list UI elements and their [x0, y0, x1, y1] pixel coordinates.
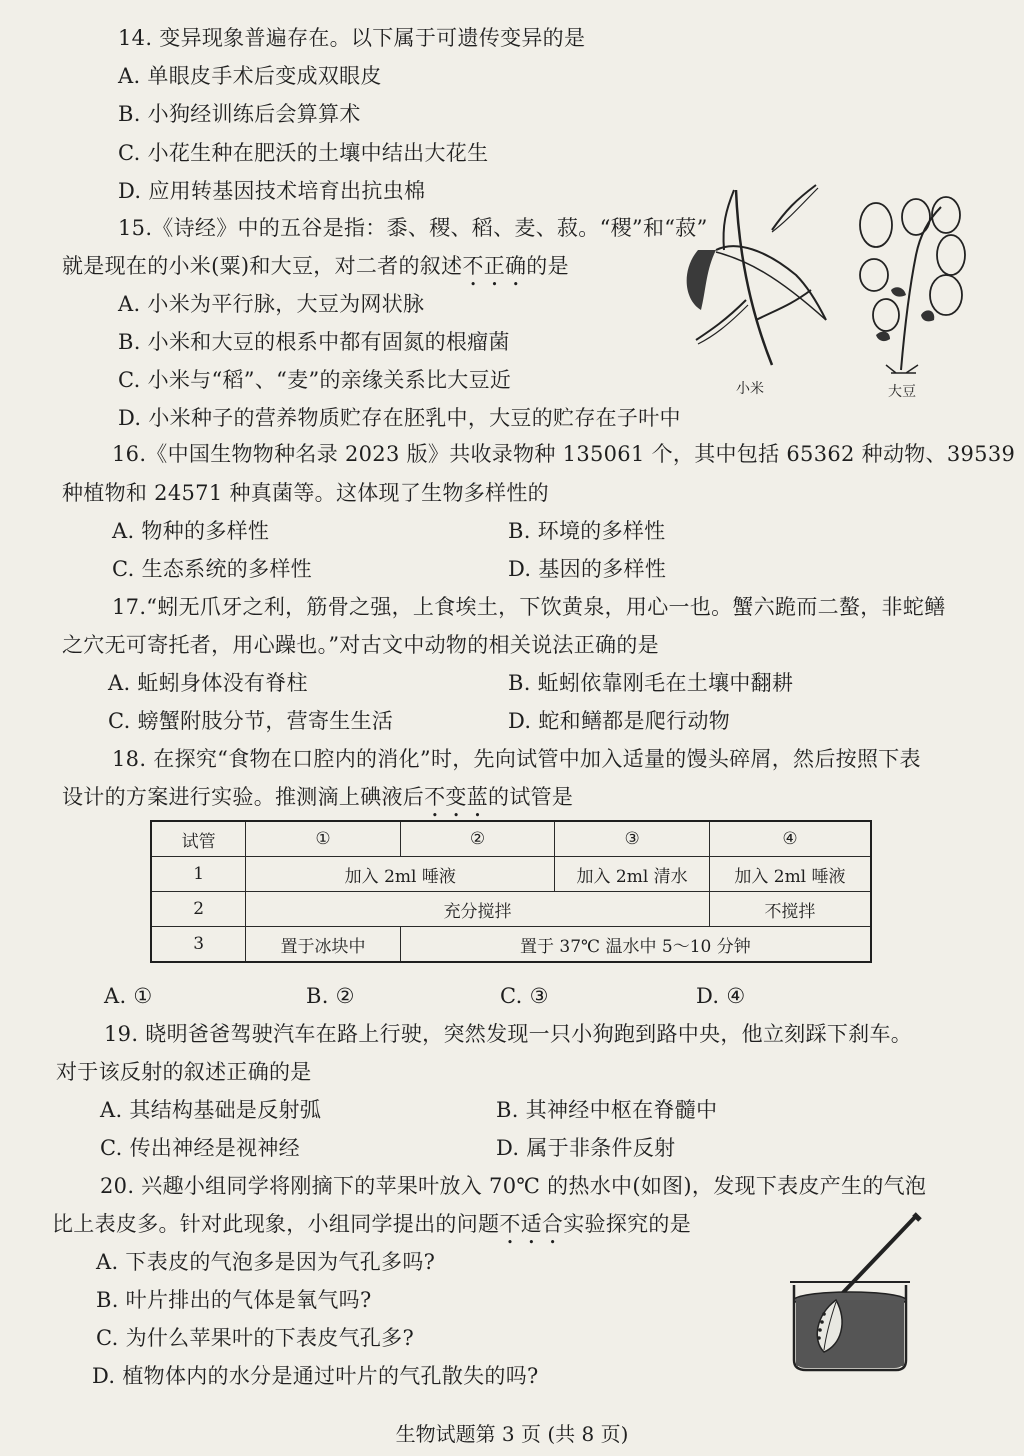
- question-18-stem-post: 的试管是: [488, 785, 574, 809]
- table-cell: 置于 37℃ 温水中 5～10 分钟: [400, 927, 871, 963]
- question-15-option-a: A. 小米为平行脉，大豆为网状脉: [118, 292, 425, 316]
- question-18-option-d: D. ④: [696, 984, 746, 1008]
- question-16-option-d: D. 基因的多样性: [508, 557, 667, 581]
- millet-label: 小米: [736, 381, 764, 397]
- question-15-stem-post: 的是: [526, 254, 569, 278]
- question-19-stem-line2: 对于该反射的叙述正确的是: [56, 1060, 312, 1084]
- question-14-option-d: D. 应用转基因技术培育出抗虫棉: [118, 179, 426, 203]
- question-15-option-c: C. 小米与“稻”、“麦”的亲缘关系比大豆近: [118, 368, 512, 392]
- question-18-option-b: B. ②: [306, 984, 355, 1008]
- table-header-row: [151, 821, 871, 857]
- page-footer: 生物试题第 3 页 (共 8 页): [395, 1422, 629, 1446]
- experiment-table: [150, 820, 872, 963]
- question-15-stem-emphasis: 不正确: [462, 254, 527, 278]
- question-17-option-c: C. 螃蟹附肢分节，营寄生生活: [108, 709, 394, 733]
- question-20-option-a: A. 下表皮的气泡多是因为气孔多吗?: [96, 1250, 436, 1274]
- question-15-stem-line2: [62, 252, 569, 291]
- question-18-option-c: C. ③: [500, 984, 549, 1008]
- table-header-1: ①: [246, 821, 401, 857]
- question-14-option-b: B. 小狗经训练后会算算术: [118, 102, 361, 126]
- table-row-label: 1: [151, 857, 246, 892]
- question-15-stem-pre: 就是现在的小米(粟)和大豆，对二者的叙述: [62, 254, 463, 278]
- table-cell: 加入 2ml 唾液: [709, 857, 871, 892]
- question-20-stem-post: 实验探究的是: [563, 1212, 692, 1236]
- question-14-stem: 14. 变异现象普遍存在。以下属于可遗传变异的是: [118, 26, 586, 50]
- soybean-illustration: [846, 195, 976, 375]
- question-15-option-b: B. 小米和大豆的根系中都有固氮的根瘤菌: [118, 330, 510, 354]
- table-header-3: ③: [555, 821, 710, 857]
- table-header-2: ②: [400, 821, 555, 857]
- question-15-option-d: D. 小米种子的营养物质贮存在胚乳中，大豆的贮存在子叶中: [118, 406, 681, 430]
- table-header-tube: 试管: [151, 821, 246, 857]
- table-row: [151, 892, 871, 927]
- question-20-stem-pre: 比上表皮多。针对此现象，小组同学提出的问题: [52, 1212, 500, 1236]
- table-cell: 充分搅拌: [246, 892, 710, 927]
- question-20-stem-line1: 20. 兴趣小组同学将刚摘下的苹果叶放入 70℃ 的热水中(如图)，发现下表皮产生的气泡: [100, 1174, 927, 1198]
- soybean-label: 大豆: [888, 384, 916, 400]
- question-16-option-a: A. 物种的多样性: [112, 519, 270, 543]
- question-16-stem-line1: 16.《中国生物物种名录 2023 版》共收录物种 135061 个，其中包括 65362 种动物、39539: [112, 442, 1016, 466]
- table-cell: 不搅拌: [709, 892, 871, 927]
- question-14-option-a: A. 单眼皮手术后变成双眼皮: [118, 64, 382, 88]
- question-17-option-d: D. 蛇和鳝都是爬行动物: [508, 709, 731, 733]
- question-18-stem-line1: 18. 在探究“食物在口腔内的消化”时，先向试管中加入适量的馒头碎屑，然后按照下表: [112, 747, 921, 771]
- question-17-option-b: B. 蚯蚓依靠刚毛在土壤中翻耕: [508, 671, 794, 695]
- table-cell: 加入 2ml 清水: [555, 857, 710, 892]
- question-18-option-a: A. ①: [104, 984, 153, 1008]
- table-header-4: ④: [709, 821, 871, 857]
- question-17-stem-line1: 17.“蚓无爪牙之利，筋骨之强，上食埃土，下饮黄泉，用心一也。蟹六跪而二螯，非蛇鳝: [112, 595, 946, 619]
- question-18-stem-line2: [62, 783, 573, 822]
- question-19-option-a: A. 其结构基础是反射弧: [100, 1098, 322, 1122]
- question-19-option-d: D. 属于非条件反射: [496, 1136, 676, 1160]
- question-17-option-a: A. 蚯蚓身体没有脊柱: [108, 671, 308, 695]
- table-cell: 加入 2ml 唾液: [246, 857, 555, 892]
- table-row-label: 3: [151, 927, 246, 963]
- question-20-option-d: D. 植物体内的水分是通过叶片的气孔散失的吗?: [92, 1364, 539, 1388]
- table-row: [151, 857, 871, 892]
- table-row-label: 2: [151, 892, 246, 927]
- question-20-stem-line2: [52, 1210, 691, 1249]
- beaker-leaf-illustration: [786, 1210, 926, 1380]
- question-20-option-b: B. 叶片排出的气体是氧气吗?: [96, 1288, 372, 1312]
- question-16-option-b: B. 环境的多样性: [508, 519, 666, 543]
- question-16-option-c: C. 生态系统的多样性: [112, 557, 312, 581]
- question-19-option-b: B. 其神经中枢在脊髓中: [496, 1098, 718, 1122]
- millet-illustration: [676, 180, 836, 370]
- question-18-stem-emphasis: 不变蓝: [424, 785, 489, 809]
- table-cell: 置于冰块中: [246, 927, 401, 963]
- question-17-stem-line2: 之穴无可寄托者，用心躁也。”对古文中动物的相关说法正确的是: [62, 633, 659, 657]
- question-19-option-c: C. 传出神经是视神经: [100, 1136, 300, 1160]
- question-19-stem-line1: 19. 晓明爸爸驾驶汽车在路上行驶，突然发现一只小狗跑到路中央，他立刻踩下刹车。: [104, 1022, 913, 1046]
- question-18-stem-pre: 设计的方案进行实验。推测滴上碘液后: [62, 785, 425, 809]
- table-row: [151, 927, 871, 963]
- question-16-stem-line2: 种植物和 24571 种真菌等。这体现了生物多样性的: [62, 481, 549, 505]
- question-20-option-c: C. 为什么苹果叶的下表皮气孔多?: [96, 1326, 415, 1350]
- question-20-stem-emphasis: 不适合: [499, 1212, 564, 1236]
- question-15-stem-line1: 15.《诗经》中的五谷是指：黍、稷、稻、麦、菽。“稷”和“菽”: [118, 216, 708, 240]
- question-14-option-c: C. 小花生种在肥沃的土壤中结出大花生: [118, 141, 489, 165]
